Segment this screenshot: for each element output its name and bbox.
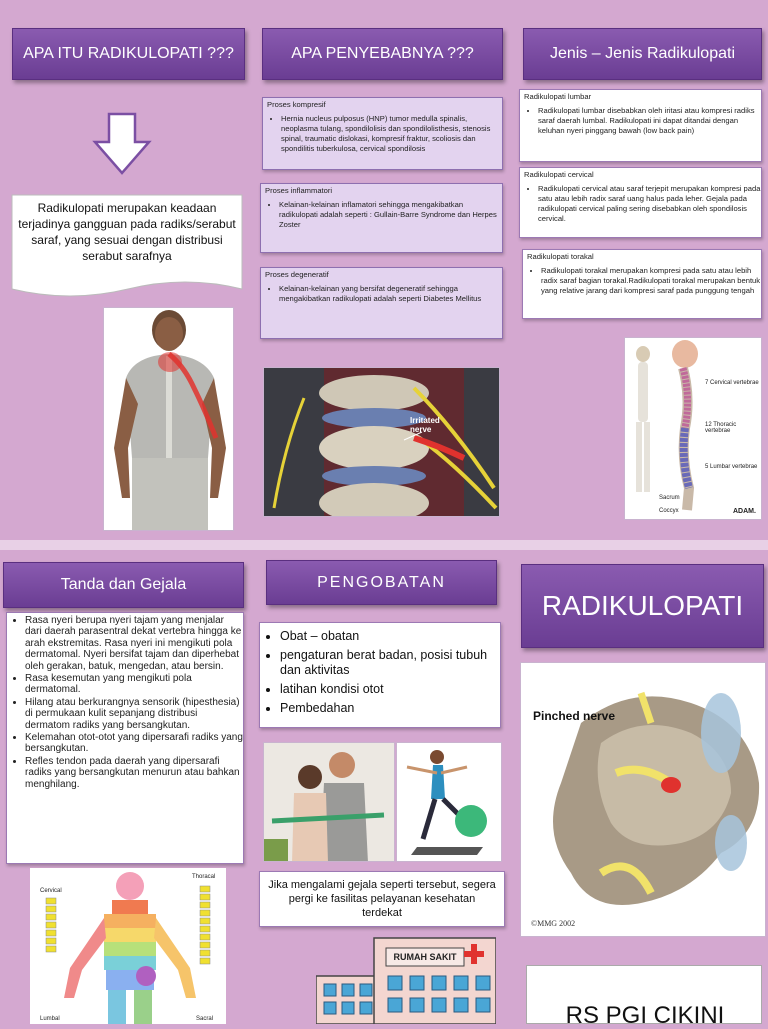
type-box-torakal	[522, 249, 762, 319]
header-jenis: Jenis – Jenis Radikulopati	[523, 28, 762, 80]
dermatome-label-cervical: Cervical	[40, 888, 62, 894]
header-apa-itu: APA ITU RADIKULOPATI ???	[12, 28, 245, 80]
cause-box-kompresif	[262, 97, 503, 170]
type-box-cervical	[519, 167, 762, 238]
type-text: • Radikulopati lumbar disebabkan oleh iritasi atau kompresi radiks saraf daerah lumbal. Radikulopati ini dapat ditandai dengan keluhan nyeri pinggang bawah (low back pain)	[538, 106, 761, 136]
header-penyebab: APA PENYEBABNYA ???	[262, 28, 503, 80]
spine-label-thoracic: 12 Thoracic vertebrae	[705, 422, 737, 434]
dermatome-image	[30, 868, 226, 1024]
treatment-item: • Pembedahan	[280, 701, 500, 716]
exercise-image	[396, 742, 502, 862]
type-title: Radikulopati torakal	[527, 252, 594, 261]
hospital-name: RS PGI CIKINI	[565, 1002, 725, 1024]
section-divider	[0, 540, 768, 550]
symptoms-box	[6, 612, 244, 864]
type-title: Radikulopati cervical	[524, 170, 594, 179]
type-text: • Radikulopati torakal merupakan kompresi pada satu atau lebih radix saraf bagian torakal.Radikulopati torakal merupakan bentuk yang relative jarang dari kompresi saraf pada punggung tengah	[541, 266, 761, 296]
adam-logo: ADAM.	[733, 508, 756, 515]
irritated-nerve-label: Irritated nerve	[410, 416, 440, 434]
irritated-nerve-image	[263, 367, 500, 517]
spine-label-lumbar: 5 Lumbar vertebrae	[705, 464, 758, 470]
header-pengobatan: PENGOBATAN	[266, 560, 497, 605]
pinched-nerve-image	[520, 662, 766, 937]
treatment-item: • Obat – obatan	[280, 629, 500, 644]
cause-box-inflammatori	[260, 183, 503, 253]
definition-text: Radikulopati merupakan keadaan terjadinya gangguan pada radiks/serabut saraf, yang sesuai dengan distribusi serabut sarafnya	[18, 201, 236, 263]
symptom-item: • Kelemahan otot-otot yang dipersarafi radiks yang bersangkutan.	[25, 732, 243, 755]
symptom-item: • Hilang atau berkurangnya sensorik (hipesthesia) di permukaan kulit sepanjang distribusi dermatom radiks yang bersangkutan.	[25, 697, 243, 731]
dermatome-label-lumbal: Lumbal	[40, 1016, 60, 1022]
spine-image	[624, 337, 762, 520]
hospital-name-box	[526, 965, 762, 1024]
cause-text: • Hernia nucleus pulposus (HNP) tumor medulla spinalis, neoplasma tulang, spondilolisis dan spondilolisthesis, stenosis spinal, traumatic dislokasi, kompresif fraktur, scoliosis dan spondilitis tuberkulosa, cervical spondilosis	[281, 114, 502, 154]
symptom-item: • Rasa nyeri berupa nyeri tajam yang menjalar dari daerah parasentral dekat vertebra hingga ke arah ekstremitas. Rasa nyeri ini mengikuti pola dermatomal. Nyeri bersifat tajam dan diperhebat oleh gerakan, batuk, mengedan, atau bersin.	[25, 615, 243, 672]
spine-label-sacrum: Sacrum	[659, 495, 680, 501]
cause-title: Proses kompresif	[267, 100, 326, 109]
symptom-item: • Refles tendon pada daerah yang dipersarafi radiks yang bersangkutan menurun atau bahkan menghilang.	[25, 756, 243, 790]
spine-label-coccyx: Coccyx	[659, 508, 679, 514]
dermatome-label-sacral: Sacral	[196, 1016, 214, 1022]
dermatome-label-thoracal: Thoracal	[192, 874, 216, 880]
cause-box-degeneratif	[260, 267, 503, 339]
treatment-item: • latihan kondisi otot	[280, 682, 500, 697]
pinched-nerve-label: Pinched nerve	[533, 709, 616, 723]
cause-title: Proses degeneratif	[265, 270, 329, 279]
treatment-item: • pengaturan berat badan, posisi tubuh dan aktivitas	[280, 648, 500, 678]
hospital-sign-text: RUMAH SAKIT	[393, 952, 457, 962]
advice-box	[259, 871, 505, 927]
type-box-lumbar	[519, 89, 762, 162]
title-radikulopati: RADIKULOPATI	[521, 564, 764, 648]
spine-label-cervical: 7 Cervical vertebrae	[705, 380, 759, 386]
type-text: • Radikulopati cervical atau saraf terjepit merupakan kompresi pada satu atau lebih radix saraf uang halus pada leher. Gejala pada radikulopati cervical paling sering disebabkan oleh spondilosis cervical.	[538, 184, 761, 224]
header-tanda-gejala: Tanda dan Gejala	[3, 562, 244, 608]
back-pain-image	[103, 307, 234, 531]
copyright-text: ©MMG 2002	[531, 919, 576, 928]
symptom-item: • Rasa kesemutan yang mengikuti pola dermatomal.	[25, 673, 243, 696]
cause-text: • Kelainan-kelainan yang bersifat degeneratif sehingga mengakibatkan radikulopati adalah seperti Diabetes Mellitus	[279, 284, 502, 304]
cause-title: Proses inflammatori	[265, 186, 333, 195]
cause-text: • Kelainan-kelainan inflamatori sehingga mengakibatkan radikulopati adalah seperti : Gullain-Barre Syndrome dan Herpes Zoster	[279, 200, 502, 230]
type-title: Radikulopati lumbar	[524, 92, 592, 101]
treatment-box	[259, 622, 501, 728]
hospital-illustration	[316, 936, 496, 1024]
down-arrow-icon	[92, 112, 152, 176]
therapy-image	[263, 742, 395, 862]
advice-text: Jika mengalami gejala seperti tersebut, segera pergi ke fasilitas pelayanan kesehatan terdekat	[268, 879, 496, 919]
